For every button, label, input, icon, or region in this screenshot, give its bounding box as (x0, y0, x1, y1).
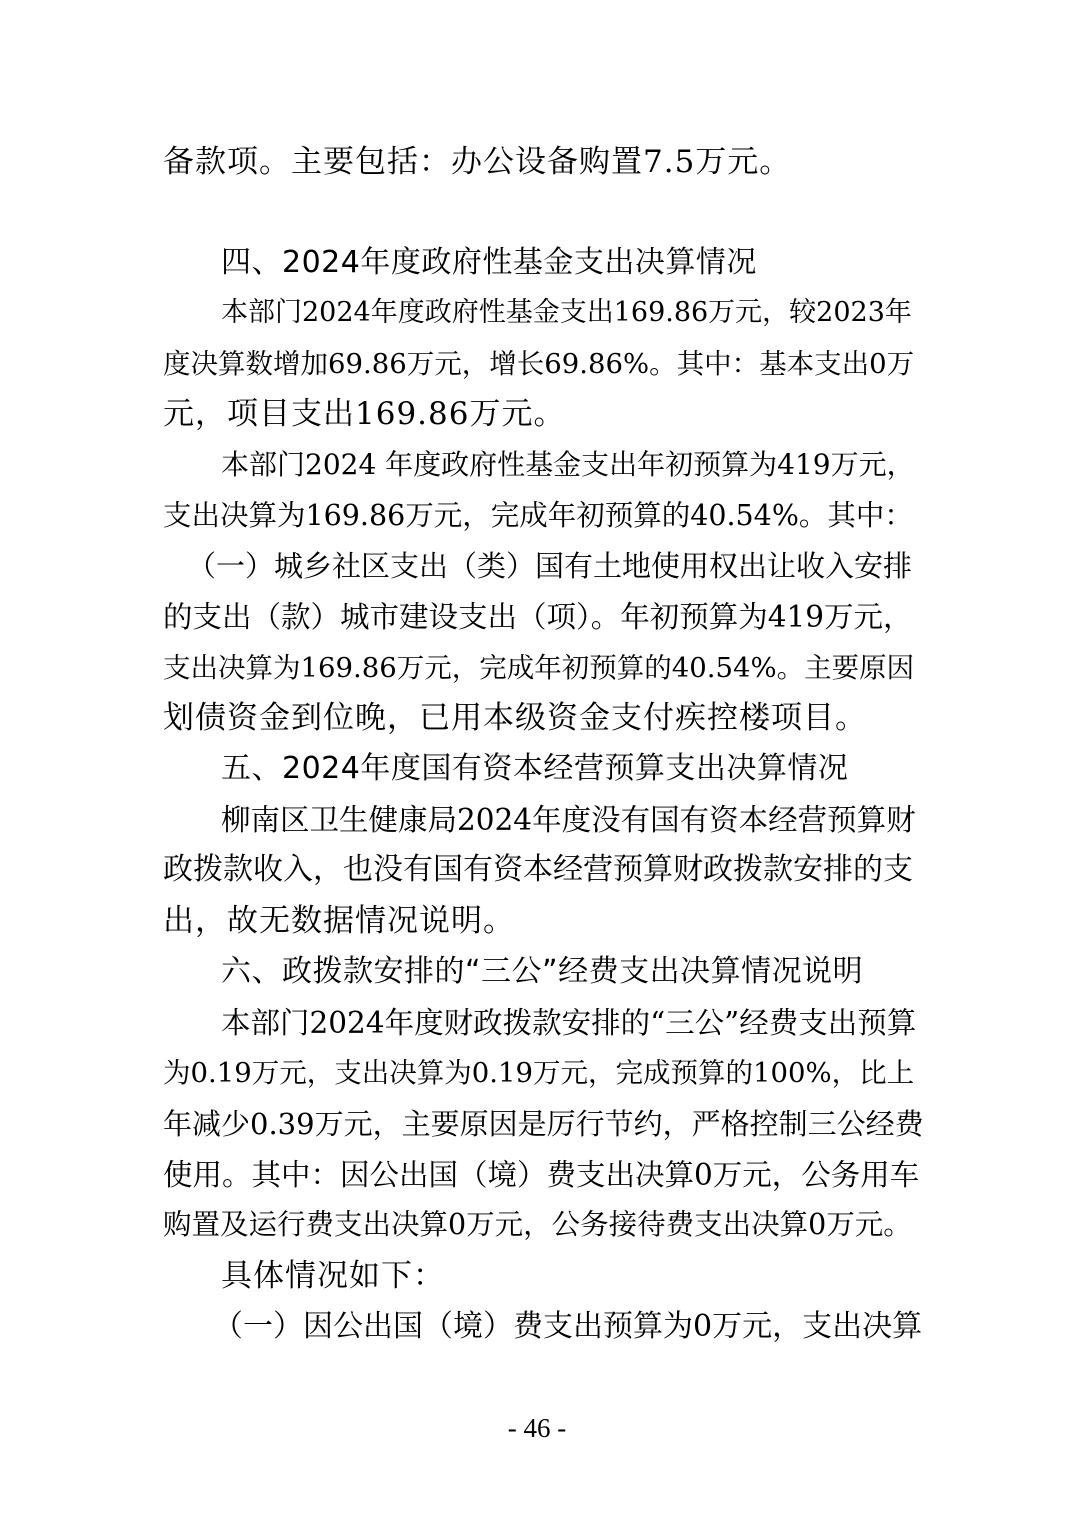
body-line: 柳南区卫生健康局2024年度没有国有资本经营预算财 (221, 803, 916, 837)
body-line: （一）城乡社区支出（类）国有土地使用权出让收入安排 (187, 549, 913, 583)
body-line: 度决算数增加69.86万元，增长69.86%。其中：基本支出0万 (163, 348, 915, 380)
body-line-continuation: 备款项。主要包括：办公设备购置7.5万元。 (163, 144, 792, 180)
body-line: （一）因公出国（境）费支出预算为0万元，支出决算 (213, 1309, 923, 1344)
body-line: 本部门2024年度政府性基金支出169.86万元，较2023年 (221, 297, 912, 328)
body-line: 元，项目支出169.86万元。 (163, 396, 566, 432)
body-line: 购置及运行费支出决算0万元，公务接待费支出决算0万元。 (163, 1208, 912, 1241)
body-line: 使用。其中：因公出国（境）费支出决算0万元，公务用车 (163, 1158, 920, 1192)
body-line: 支出决算为169.86万元，完成年初预算的40.54%。主要原因 (163, 652, 915, 684)
body-line: 的支出（款）城市建设支出（项）。年初预算为419万元， (163, 600, 913, 634)
body-line: 年减少0.39万元，主要原因是厉行节约，严格控制三公经费 (163, 1107, 924, 1141)
body-line: 本部门2024 年度政府性基金支出年初预算为419万元， (221, 448, 915, 481)
section-heading-6: 六、政拨款安排的“三公”经费支出决算情况说明 (221, 954, 864, 989)
body-line: 划债资金到位晚，已用本级资金支付疾控楼项目。 (163, 700, 867, 736)
body-line: 出，故无数据情况说明。 (163, 903, 515, 939)
section-heading-4: 四、2024年度政府性基金支出决算情况 (221, 245, 757, 280)
body-line: 具体情况如下： (221, 1258, 445, 1294)
body-line: 本部门2024年度财政拨款安排的“三公”经费支出预算 (221, 1006, 917, 1040)
page-number: - 46 - (507, 1413, 567, 1443)
body-line: 政拨款收入，也没有国有资本经营预算财政拨款安排的支 (163, 852, 913, 887)
body-line: 支出决算为169.86万元，完成年初预算的40.54%。其中： (163, 499, 913, 532)
body-line: 为0.19万元，支出决算为0.19万元，完成预算的100%，比上 (163, 1057, 915, 1089)
section-heading-5: 五、2024年度国有资本经营预算支出决算情况 (221, 751, 849, 786)
